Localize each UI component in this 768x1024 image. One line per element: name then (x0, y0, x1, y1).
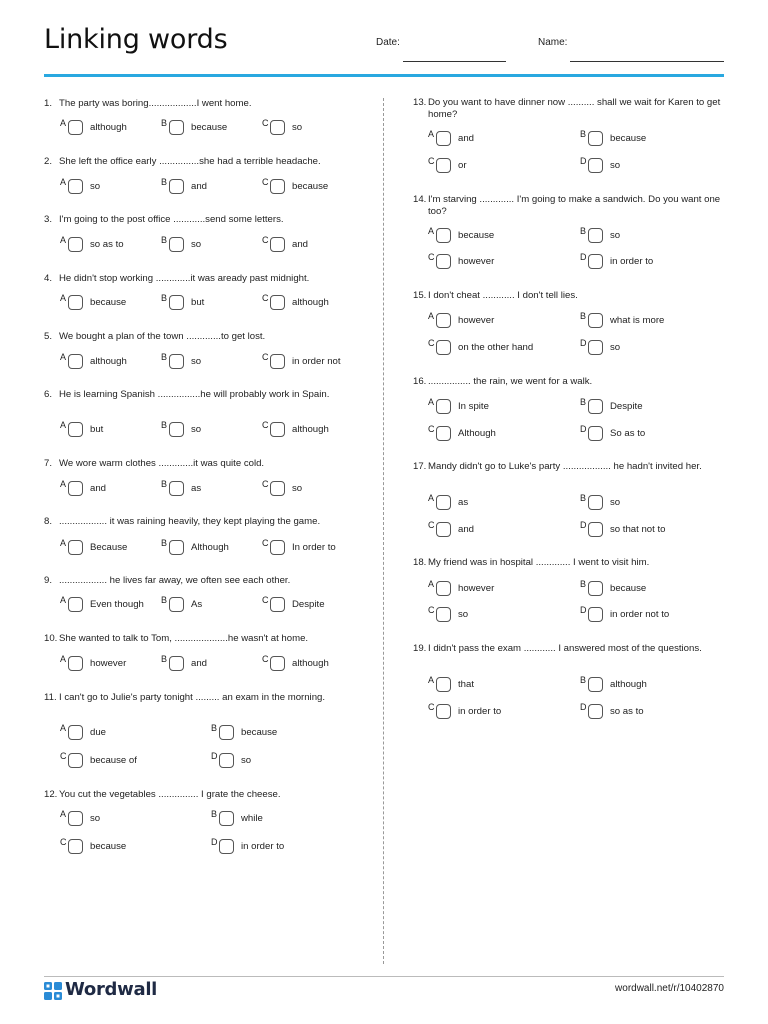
option-label: so (90, 181, 101, 192)
question-text (44, 156, 356, 168)
option-label: in order to (458, 706, 502, 717)
option-checkbox[interactable] (436, 522, 451, 537)
option-letter: A (428, 397, 435, 407)
option-letter: A (428, 579, 435, 589)
question-number: 15. (413, 290, 427, 301)
option-checkbox[interactable] (588, 704, 603, 719)
question-number: 1. (44, 98, 53, 109)
option-letter: D (580, 424, 587, 434)
option-letter: A (60, 177, 67, 187)
option-letter: C (60, 751, 67, 761)
question-text (413, 97, 725, 121)
option-label: so (292, 483, 303, 494)
option-checkbox[interactable] (436, 158, 451, 173)
option-checkbox[interactable] (436, 399, 451, 414)
option-checkbox[interactable] (270, 237, 285, 252)
option-letter: B (161, 177, 168, 187)
question-number: 3. (44, 214, 53, 225)
question-text (44, 389, 356, 401)
option-label: and (458, 133, 475, 144)
option-checkbox[interactable] (436, 426, 451, 441)
option-checkbox[interactable] (436, 228, 451, 243)
question-number: 10. (44, 633, 58, 644)
option-label: however (90, 658, 127, 669)
option-letter: B (161, 595, 168, 605)
option-letter: C (428, 156, 435, 166)
option-checkbox[interactable] (169, 422, 184, 437)
option-letter: C (428, 605, 435, 615)
option-letter: B (161, 118, 168, 128)
option-label: and (191, 181, 208, 192)
option-letter: B (580, 493, 587, 503)
option-letter: B (580, 311, 587, 321)
option-label: although (90, 356, 127, 367)
option-label: because (458, 230, 495, 241)
question-text (44, 516, 356, 528)
option-checkbox[interactable] (68, 811, 83, 826)
option-label: Although (458, 428, 496, 439)
option-label: so (241, 755, 252, 766)
option-label: although (610, 679, 647, 690)
question-text (44, 331, 356, 343)
question-block (413, 290, 725, 302)
option-label: Because (90, 542, 128, 553)
option-label: and (292, 239, 309, 250)
option-label: so (191, 239, 202, 250)
option-checkbox[interactable] (219, 753, 234, 768)
option-label: So as to (610, 428, 646, 439)
question-prompt: She wanted to talk to Tom, ....................he wasn't at home. (59, 633, 309, 644)
option-letter: A (60, 809, 67, 819)
option-checkbox[interactable] (436, 340, 451, 355)
option-letter: D (580, 605, 587, 615)
option-letter: A (60, 538, 67, 548)
option-letter: A (428, 129, 435, 139)
option-label: so as to (610, 706, 644, 717)
option-checkbox[interactable] (588, 426, 603, 441)
option-label: Even though (90, 599, 144, 610)
option-label: although (292, 658, 329, 669)
option-letter: B (161, 654, 168, 664)
option-checkbox[interactable] (588, 254, 603, 269)
option-letter: C (262, 235, 269, 245)
option-checkbox[interactable] (270, 540, 285, 555)
option-checkbox[interactable] (270, 656, 285, 671)
option-label: because (191, 122, 228, 133)
option-checkbox[interactable] (219, 839, 234, 854)
option-label: In spite (458, 401, 489, 412)
question-block (44, 156, 356, 168)
question-block (44, 331, 356, 343)
question-number: 5. (44, 331, 53, 342)
option-checkbox[interactable] (436, 495, 451, 510)
question-number: 19. (413, 643, 427, 654)
question-text (413, 643, 725, 655)
option-checkbox[interactable] (588, 607, 603, 622)
option-checkbox[interactable] (68, 753, 83, 768)
option-label: so (292, 122, 303, 133)
question-block (413, 97, 725, 121)
option-label: because (292, 181, 329, 192)
option-label: however (458, 256, 495, 267)
question-prompt: He didn't stop working .............it was aready past midnight. (59, 273, 310, 284)
question-text (44, 98, 356, 110)
option-label: so (90, 813, 101, 824)
option-label: because (610, 133, 647, 144)
question-text (44, 458, 356, 470)
question-text (44, 692, 356, 704)
date-field[interactable] (403, 61, 506, 62)
question-prompt: .................. he lives far away, we often see each other. (59, 575, 291, 586)
option-label: as (191, 483, 202, 494)
option-label: so (191, 356, 202, 367)
option-label: so (191, 424, 202, 435)
option-checkbox[interactable] (169, 481, 184, 496)
option-letter: C (262, 118, 269, 128)
question-text (413, 376, 725, 388)
question-block (44, 458, 356, 470)
option-checkbox[interactable] (219, 725, 234, 740)
option-letter: B (161, 352, 168, 362)
question-prompt: We wore warm clothes .............it was quite cold. (59, 458, 265, 469)
option-checkbox[interactable] (588, 313, 603, 328)
option-letter: A (60, 420, 67, 430)
question-block (44, 98, 356, 110)
option-checkbox[interactable] (68, 179, 83, 194)
option-letter: B (580, 397, 587, 407)
question-prompt: I can't go to Julie's party tonight ......... an exam in the morning. (59, 692, 326, 703)
option-letter: A (428, 675, 435, 685)
option-label: however (458, 315, 495, 326)
question-number: 17. (413, 461, 427, 472)
option-checkbox[interactable] (270, 597, 285, 612)
option-checkbox[interactable] (588, 522, 603, 537)
option-label: Although (191, 542, 229, 553)
option-letter: C (262, 177, 269, 187)
question-text (44, 273, 356, 285)
option-checkbox[interactable] (68, 540, 83, 555)
option-checkbox[interactable] (588, 399, 603, 414)
option-label: so (610, 160, 621, 171)
option-checkbox[interactable] (270, 120, 285, 135)
option-letter: A (60, 654, 67, 664)
question-number: 18. (413, 557, 427, 568)
question-prompt: You cut the vegetables ............... I grate the cheese. (59, 789, 281, 800)
option-letter: C (428, 338, 435, 348)
option-checkbox[interactable] (68, 597, 83, 612)
question-text (413, 290, 725, 302)
option-letter: A (60, 723, 67, 733)
footer-url[interactable]: wordwall.net/r/10402870 (615, 983, 724, 994)
question-prompt: .................. it was raining heavily, they kept playing the game. (59, 516, 321, 527)
question-prompt: Do you want to have dinner now .......... shall we wait for Karen to get home? (428, 97, 721, 120)
option-checkbox[interactable] (588, 228, 603, 243)
option-checkbox[interactable] (588, 677, 603, 692)
option-label: on the other hand (458, 342, 534, 353)
option-letter: A (60, 235, 67, 245)
option-letter: B (161, 538, 168, 548)
option-label: as (458, 497, 469, 508)
option-label: in order to (241, 841, 285, 852)
option-letter: C (428, 424, 435, 434)
question-number: 16. (413, 376, 427, 387)
option-label: so (458, 609, 469, 620)
option-checkbox[interactable] (68, 839, 83, 854)
option-letter: D (211, 751, 218, 761)
option-checkbox[interactable] (169, 540, 184, 555)
option-checkbox[interactable] (588, 131, 603, 146)
option-letter: A (428, 226, 435, 236)
question-number: 12. (44, 789, 58, 800)
option-letter: C (262, 352, 269, 362)
option-label: that (458, 679, 475, 690)
question-text (413, 194, 725, 218)
question-number: 8. (44, 516, 53, 527)
option-label: but (191, 297, 205, 308)
option-letter: B (580, 226, 587, 236)
option-label: Despite (292, 599, 325, 610)
option-checkbox[interactable] (270, 295, 285, 310)
option-letter: B (161, 293, 168, 303)
question-text (413, 557, 725, 569)
option-letter: A (428, 311, 435, 321)
question-prompt: I didn't pass the exam ............ I answered most of the questions. (428, 643, 702, 654)
option-letter: B (580, 579, 587, 589)
question-number: 9. (44, 575, 53, 586)
option-letter: A (60, 595, 67, 605)
option-checkbox[interactable] (169, 354, 184, 369)
option-checkbox[interactable] (169, 120, 184, 135)
option-label: or (458, 160, 467, 171)
option-label: in order not to (610, 609, 670, 620)
page-title: Linking words (44, 24, 228, 55)
option-label: As (191, 599, 203, 610)
option-label: because (610, 583, 647, 594)
question-block (44, 516, 356, 528)
option-checkbox[interactable] (68, 725, 83, 740)
option-checkbox[interactable] (436, 704, 451, 719)
option-checkbox[interactable] (68, 120, 83, 135)
option-checkbox[interactable] (588, 340, 603, 355)
option-label: in order to (610, 256, 654, 267)
header-accent-bar (44, 74, 724, 77)
option-letter: D (580, 520, 587, 530)
option-letter: A (60, 293, 67, 303)
option-checkbox[interactable] (436, 131, 451, 146)
option-label: because (90, 841, 127, 852)
option-checkbox[interactable] (270, 354, 285, 369)
question-block (44, 214, 356, 226)
option-letter: D (580, 702, 587, 712)
option-checkbox[interactable] (219, 811, 234, 826)
option-label: although (292, 297, 329, 308)
option-letter: B (161, 235, 168, 245)
option-label: and (191, 658, 208, 669)
question-block (44, 692, 356, 704)
option-letter: C (262, 479, 269, 489)
option-checkbox[interactable] (436, 313, 451, 328)
option-letter: D (580, 338, 587, 348)
wordwall-brand-text: Wordwall (65, 979, 158, 1000)
option-letter: D (580, 252, 587, 262)
option-checkbox[interactable] (68, 481, 83, 496)
option-label: Despite (610, 401, 643, 412)
question-prompt: She left the office early ...............she had a terrible headache. (59, 156, 321, 167)
option-checkbox[interactable] (169, 597, 184, 612)
option-label: In order to (292, 542, 336, 553)
option-checkbox[interactable] (68, 237, 83, 252)
option-letter: C (262, 538, 269, 548)
option-letter: A (60, 118, 67, 128)
question-prompt: I don't cheat ............ I don't tell lies. (428, 290, 578, 301)
option-checkbox[interactable] (588, 495, 603, 510)
option-letter: C (428, 252, 435, 262)
option-label: due (90, 727, 107, 738)
question-block (44, 789, 356, 801)
option-letter: C (262, 654, 269, 664)
option-label: so (610, 497, 621, 508)
option-checkbox[interactable] (68, 422, 83, 437)
question-number: 6. (44, 389, 53, 400)
question-text (44, 214, 356, 226)
option-checkbox[interactable] (588, 158, 603, 173)
option-letter: B (161, 420, 168, 430)
option-label: in order not (292, 356, 341, 367)
question-block (413, 376, 725, 388)
option-label: because (90, 297, 127, 308)
question-prompt: ................ the rain, we went for a walk. (428, 376, 593, 387)
question-number: 4. (44, 273, 53, 284)
option-checkbox[interactable] (169, 179, 184, 194)
option-checkbox[interactable] (270, 422, 285, 437)
question-prompt: My friend was in hospital ............. I went to visit him. (428, 557, 650, 568)
question-prompt: The party was boring..................I went home. (59, 98, 252, 109)
question-prompt: I'm going to the post office ............send some letters. (59, 214, 284, 225)
option-label: what is more (610, 315, 665, 326)
option-checkbox[interactable] (436, 581, 451, 596)
option-letter: D (211, 837, 218, 847)
question-number: 11. (44, 692, 57, 703)
option-checkbox[interactable] (436, 607, 451, 622)
question-text (44, 575, 356, 587)
option-checkbox[interactable] (68, 354, 83, 369)
option-checkbox[interactable] (436, 254, 451, 269)
option-label: while (241, 813, 263, 824)
question-text (44, 789, 356, 801)
column-divider (383, 98, 384, 964)
option-label: and (90, 483, 107, 494)
option-label: so as to (90, 239, 124, 250)
option-checkbox[interactable] (169, 656, 184, 671)
question-block (413, 643, 725, 655)
option-checkbox[interactable] (68, 295, 83, 310)
option-checkbox[interactable] (68, 656, 83, 671)
option-label: so (610, 230, 621, 241)
question-prompt: Mandy didn't go to Luke's party .................. he hadn't invited her. (428, 461, 702, 472)
question-block (44, 273, 356, 285)
option-checkbox[interactable] (270, 179, 285, 194)
question-prompt: I'm starving ............. I'm going to make a sandwich. Do you want one too? (428, 194, 721, 217)
option-letter: B (211, 809, 218, 819)
question-number: 14. (413, 194, 427, 205)
option-label: so (610, 342, 621, 353)
question-prompt: He is learning Spanish ................he will probably work in Spain. (59, 389, 330, 400)
option-letter: C (262, 293, 269, 303)
option-label: however (458, 583, 495, 594)
option-letter: A (428, 493, 435, 503)
option-checkbox[interactable] (588, 581, 603, 596)
footer-divider (44, 976, 724, 977)
option-label: because (241, 727, 278, 738)
option-letter: B (161, 479, 168, 489)
question-block (44, 389, 356, 401)
date-label: Date: (376, 37, 400, 48)
question-block (413, 557, 725, 569)
option-letter: C (428, 520, 435, 530)
option-letter: C (428, 702, 435, 712)
question-block (44, 633, 356, 645)
question-number: 2. (44, 156, 53, 167)
option-label: and (458, 524, 475, 535)
question-block (413, 461, 725, 473)
option-label: because of (90, 755, 137, 766)
question-prompt: We bought a plan of the town .............to get lost. (59, 331, 266, 342)
option-letter: B (211, 723, 218, 733)
option-letter: D (580, 156, 587, 166)
option-label: although (292, 424, 329, 435)
question-block (413, 194, 725, 218)
option-checkbox[interactable] (169, 295, 184, 310)
option-checkbox[interactable] (169, 237, 184, 252)
option-label: although (90, 122, 127, 133)
option-letter: B (580, 675, 587, 685)
option-letter: C (262, 420, 269, 430)
question-text (44, 633, 356, 645)
option-letter: C (60, 837, 67, 847)
option-letter: C (262, 595, 269, 605)
name-label: Name: (538, 37, 568, 48)
option-letter: A (60, 352, 67, 362)
question-text (413, 461, 725, 473)
question-number: 13. (413, 97, 427, 108)
name-field[interactable] (570, 61, 724, 62)
question-block (44, 575, 356, 587)
option-letter: B (580, 129, 587, 139)
option-checkbox[interactable] (270, 481, 285, 496)
question-number: 7. (44, 458, 53, 469)
wordwall-logo-icon (44, 982, 62, 1000)
option-label: so that not to (610, 524, 666, 535)
option-letter: A (60, 479, 67, 489)
option-checkbox[interactable] (436, 677, 451, 692)
option-label: but (90, 424, 104, 435)
